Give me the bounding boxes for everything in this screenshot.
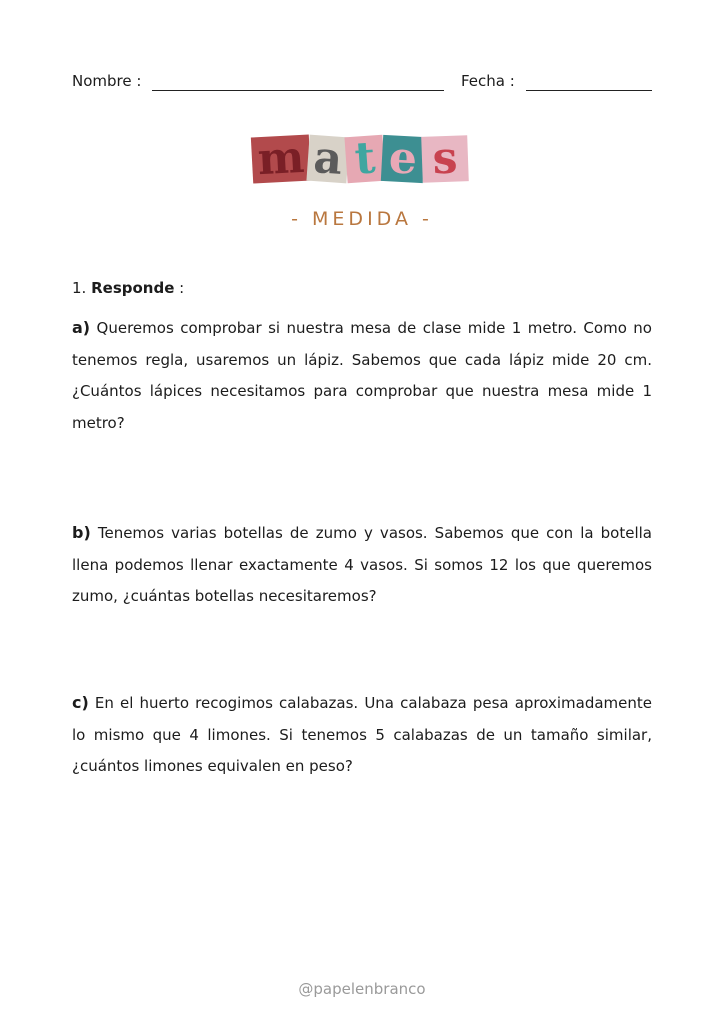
logo-letter-s: s — [421, 135, 469, 183]
section-heading — [72, 279, 184, 297]
question-a-label: a) — [72, 318, 91, 337]
logo-letter-m: m — [251, 135, 311, 184]
mates-logo — [252, 131, 472, 188]
logo-letter-e: e — [381, 135, 425, 183]
question-c-label: c) — [72, 693, 89, 712]
name-label: Nombre : — [72, 72, 142, 90]
question-b-text: Tenemos varias botellas de zumo y vasos. Sabemos que con la botella llena podemos llenar exactamente 4 vasos. Si somos 12 los que queremos zumo, ¿cuántas botellas necesitaremos? — [72, 524, 652, 605]
question-b-label: b) — [72, 523, 91, 542]
section-title: Responde — [91, 279, 175, 297]
student-info-row — [72, 70, 652, 94]
section-number: 1. — [72, 279, 87, 297]
section-suffix: : — [174, 279, 185, 297]
question-a-text: Queremos comprobar si nuestra mesa de clase mide 1 metro. Como no tenemos regla, usaremos un lápiz. Sabemos que cada lápiz mide 20 cm. ¿Cuántos lápices necesitamos para comprobar que nuestra mesa mide 1 metro? — [72, 319, 652, 432]
logo-letter-t: t — [344, 135, 385, 184]
logo-letter-a: a — [306, 135, 349, 184]
question-b — [72, 517, 652, 613]
topic-subtitle: - MEDIDA - — [291, 208, 433, 230]
date-label: Fecha : — [461, 72, 515, 90]
name-line — [152, 90, 444, 91]
footer-handle: @papelenbranco — [298, 980, 426, 998]
question-c — [72, 687, 652, 783]
question-a — [72, 312, 652, 439]
date-line — [526, 90, 652, 91]
question-c-text: En el huerto recogimos calabazas. Una calabaza pesa aproximadamente lo mismo que 4 limones. Si tenemos 5 calabazas de un tamaño similar, ¿cuántos limones equivalen en peso? — [72, 694, 652, 775]
